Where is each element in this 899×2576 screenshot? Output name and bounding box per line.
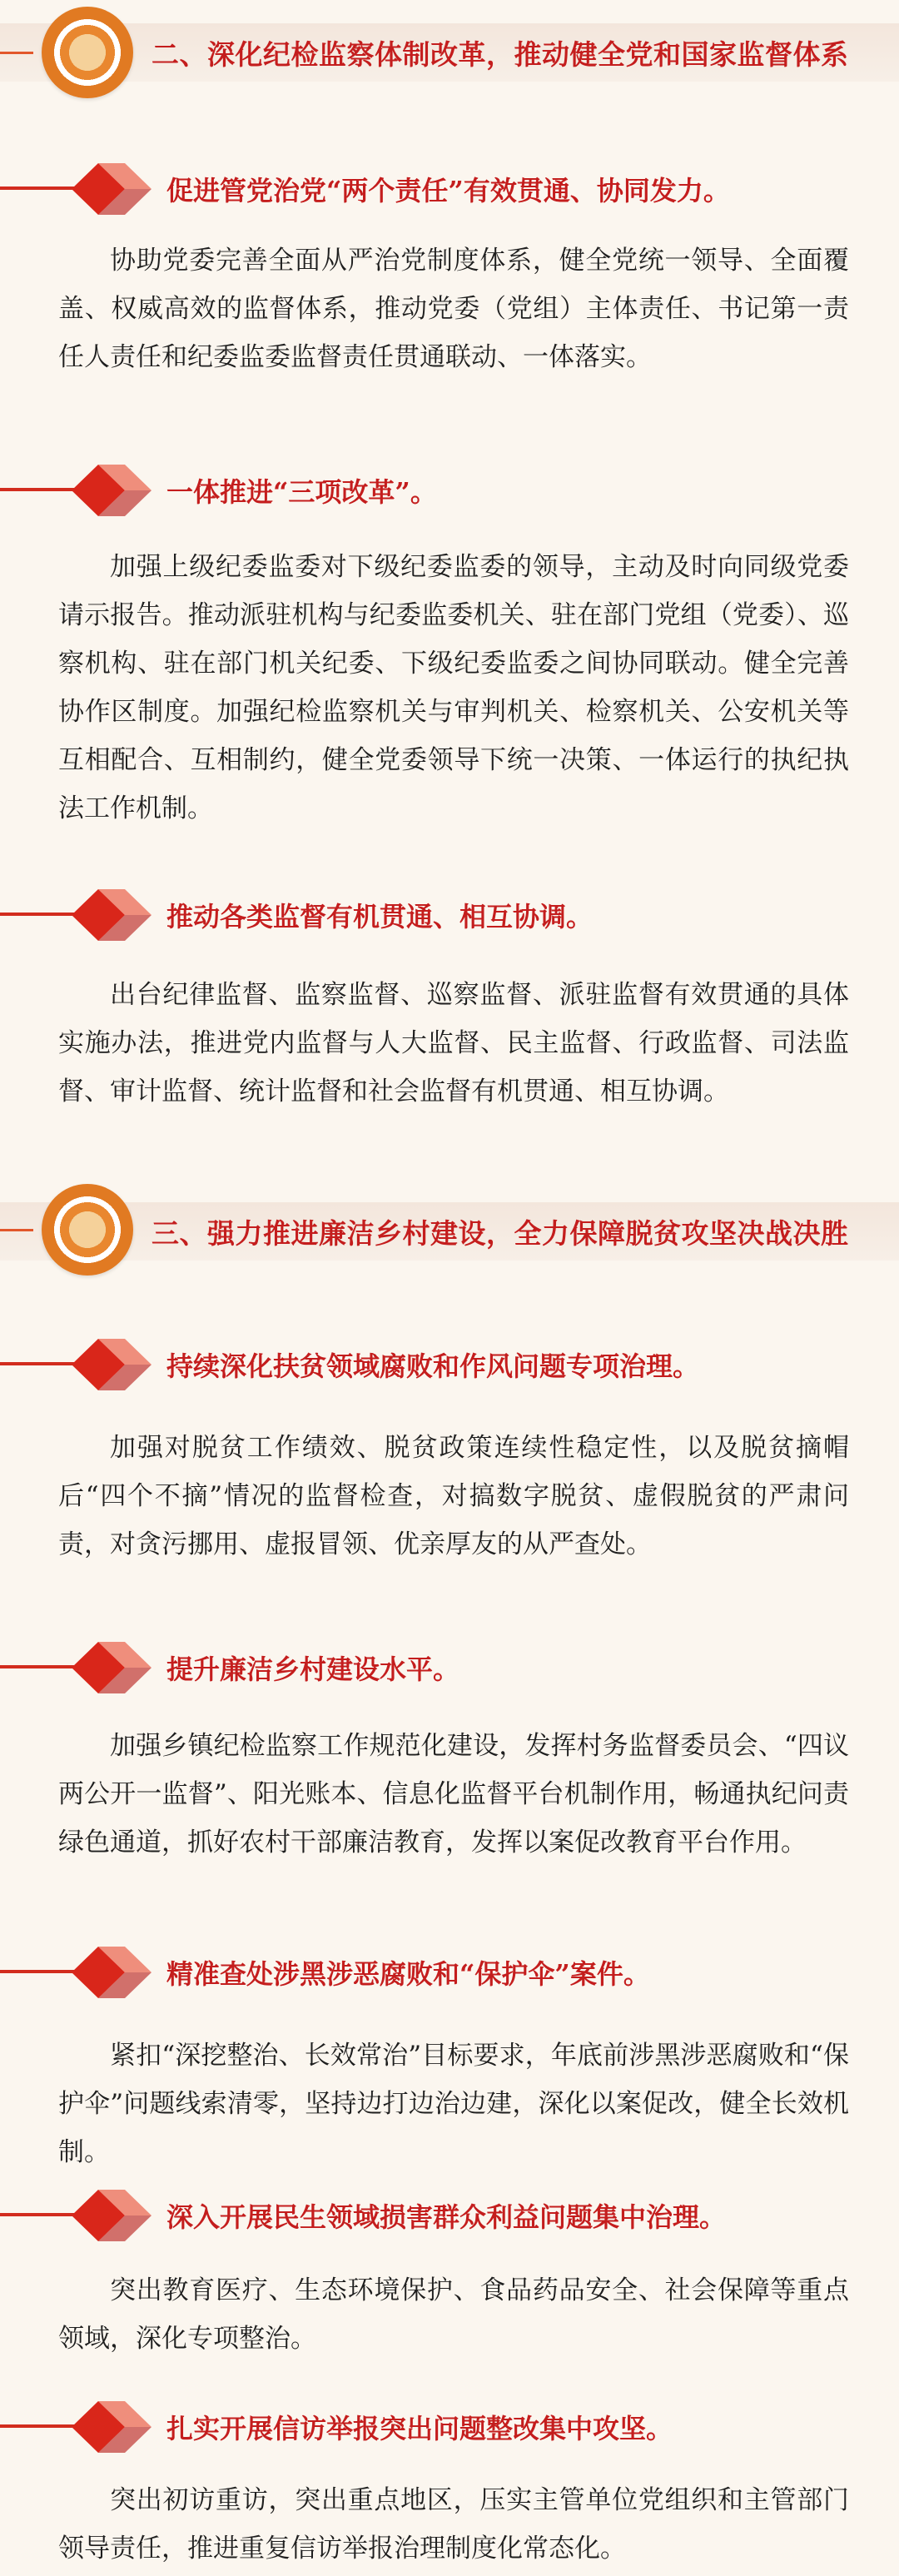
- subheading-text: 深入开展民生领域损害群众利益问题集中治理。: [166, 2201, 727, 2233]
- red-diamond-arrow-icon: [65, 1943, 156, 2002]
- subheading-row: [0, 886, 899, 944]
- body-paragraph: 突出教育医疗、生态环境保护、食品药品安全、社会保障等重点领域，深化专项整治。: [58, 2275, 849, 2354]
- subheading-text: 一体推进“三项改革”。: [166, 476, 437, 508]
- subheading-text: 促进管党治党“两个责任”有效贯通、协同发力。: [166, 175, 730, 206]
- red-diamond-arrow-icon: [65, 2398, 156, 2456]
- subheading-text: 推动各类监督有机贯通、相互协调。: [166, 901, 594, 932]
- red-diamond-arrow-icon: [65, 461, 156, 520]
- section-header-tick: [0, 52, 33, 54]
- body-paragraph: 紧扣“深挖整治、长效常治”目标要求，年底前涉黑涉恶腐败和“保护伞”问题线索清零，坚持边打边治边建，深化以案促改，健全长效机制。: [58, 2041, 849, 2167]
- body-paragraph: 加强乡镇纪检监察工作规范化建设，发挥村务监督委员会、“四议两公开一监督”、阳光账本、信息化监督平台机制作用，畅通执纪问责绿色通道，抓好农村干部廉洁教育，发挥以案促改教育平台作用。: [58, 1731, 849, 1857]
- subheading-row: [0, 2186, 899, 2245]
- subheading-row: [0, 1639, 899, 1697]
- body-paragraph: 出台纪律监督、监察监督、巡察监督、派驻监督有效贯通的具体实施办法，推进党内监督与人大监督、民主监督、行政监督、司法监督、审计监督、统计监督和社会监督有机贯通、相互协调。: [58, 980, 849, 1106]
- red-diamond-arrow-icon: [65, 160, 156, 218]
- subheading-text: 持续深化扶贫领域腐败和作风问题专项治理。: [166, 1350, 700, 1382]
- body-paragraph: 协助党委完善全面从严治党制度体系，健全党统一领导、全面覆盖、权威高效的监督体系，推动党委（党组）主体责任、书记第一责任人责任和纪委监委监督责任贯通联动、一体落实。: [58, 246, 849, 372]
- subheading-text: 精准查处涉黑涉恶腐败和“保护伞”案件。: [166, 1958, 650, 1990]
- section-title: 三、强力推进廉洁乡村建设，全力保障脱贫攻坚决战决胜: [151, 1217, 849, 1250]
- orange-ring-icon: [42, 7, 133, 98]
- section-title: 二、深化纪检监察体制改革，推动健全党和国家监督体系: [151, 38, 849, 71]
- subheading-text: 扎实开展信访举报突出问题整改集中攻坚。: [166, 2413, 673, 2444]
- red-diamond-arrow-icon: [65, 886, 156, 944]
- section-header-tick: [0, 1229, 33, 1231]
- subheading-row: [0, 2398, 899, 2456]
- red-diamond-arrow-icon: [65, 1335, 156, 1394]
- body-paragraph: 突出初访重访，突出重点地区，压实主管单位党组织和主管部门领导责任，推进重复信访举报治理制度化常态化。: [58, 2485, 849, 2564]
- subheading-row: [0, 461, 899, 520]
- body-paragraph: 加强上级纪委监委对下级纪委监委的领导，主动及时向同级党委请示报告。推动派驻机构与纪委监委机关、驻在部门党组（党委）、巡察机构、驻在部门机关纪委、下级纪委监委之间协同联动。健全完善协作区制度。加强纪检监察机关与审判机关、检察机关、公安机关等互相配合、互相制约，健全党委领导下统一决策、一体运行的执纪执法工作机制。: [58, 552, 849, 823]
- red-diamond-arrow-icon: [65, 1639, 156, 1697]
- subheading-row: [0, 160, 899, 218]
- orange-ring-icon: [42, 1184, 133, 1276]
- body-paragraph: 加强对脱贫工作绩效、脱贫政策连续性稳定性，以及脱贫摘帽后“四个不摘”情况的监督检查，对搞数字脱贫、虚假脱贫的严肃问责，对贪污挪用、虚报冒领、优亲厚友的从严查处。: [58, 1433, 849, 1559]
- subheading-row: [0, 1335, 899, 1394]
- subheading-row: [0, 1943, 899, 2002]
- red-diamond-arrow-icon: [65, 2186, 156, 2245]
- subheading-text: 提升廉洁乡村建设水平。: [166, 1654, 460, 1685]
